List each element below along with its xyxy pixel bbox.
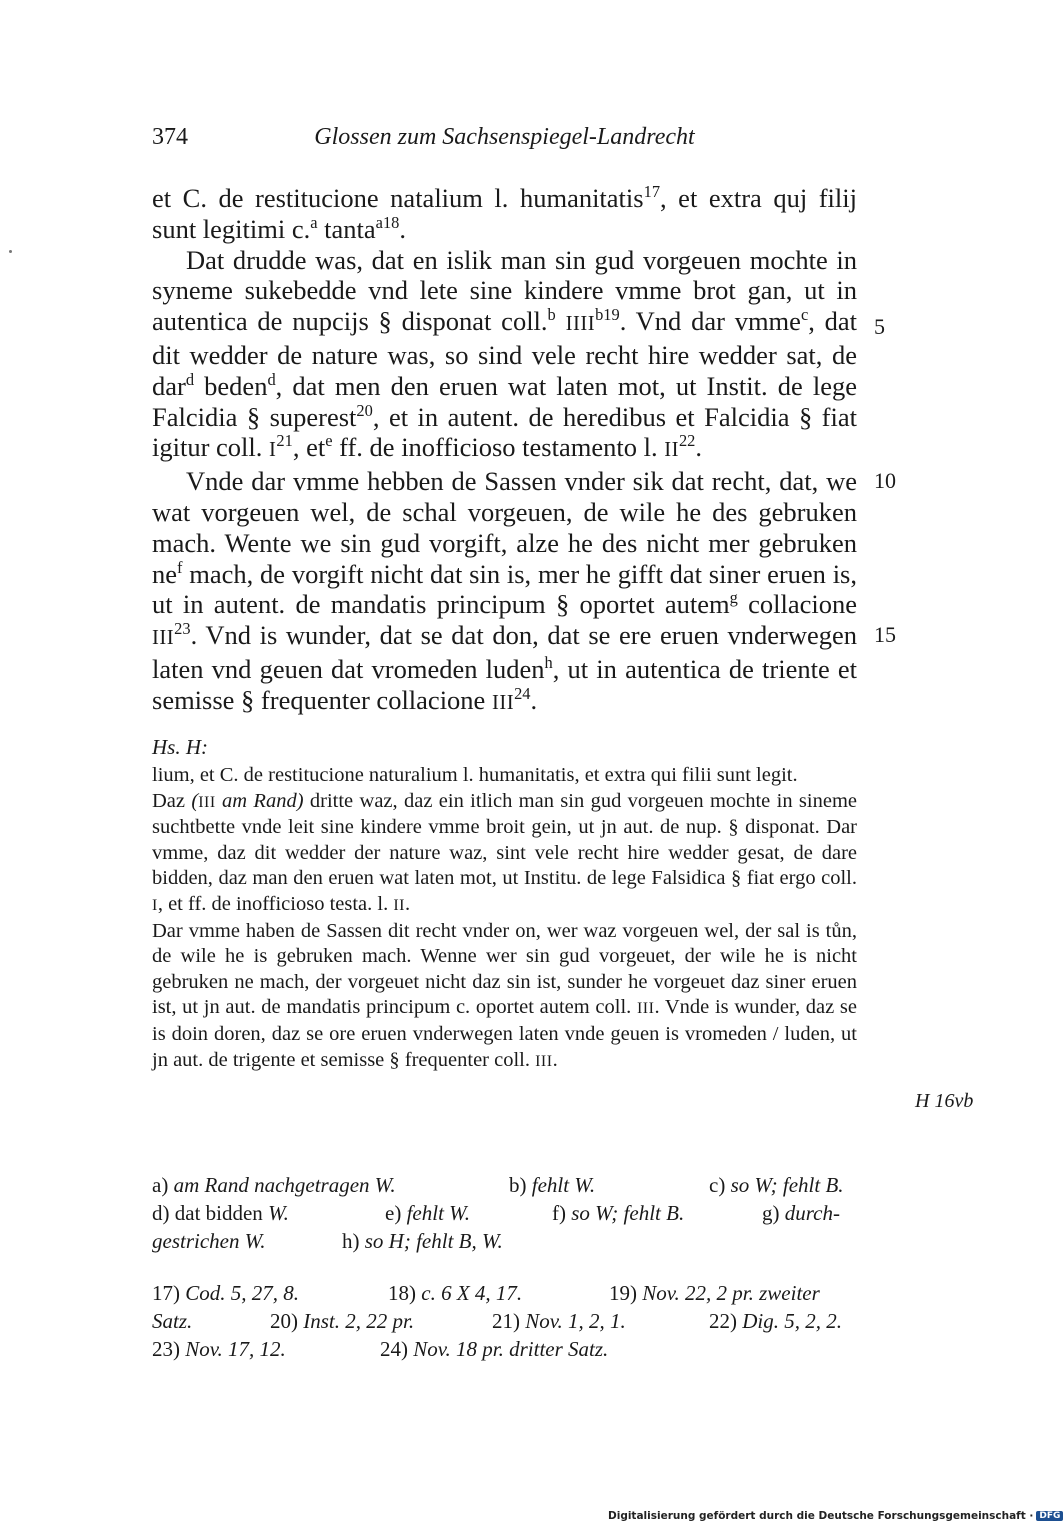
source-note-23 xyxy=(152,1335,286,1363)
note-letter: f) xyxy=(552,1201,566,1225)
source-note-24 xyxy=(380,1335,608,1363)
apparatus-entry-d xyxy=(152,1199,289,1227)
source-note-22 xyxy=(709,1307,842,1335)
paragraph-3: Vnde dar vmme hebben de Sassen vnder sik dat recht, dat, we wat vorgeuen wel, de schal vorgeuen, de wile he des gebruken mach. Wente we sin gud vorgift, alze he des nicht mer gebruken $ne^f$ mach, de vorgift nicht dat sin is, mer he gifft dat siner eruen is, ut in autent. de mandatis principum § oportet autem$^g$ collacione III$^{23}$. Vnd is wunder, dat se dat don, dat se ere eruen vnderwegen laten vnd geuen dat vromeden luden$^h$, ut in autentica de triente et semisse § frequenter collacione III$^{24}$. xyxy=(152,466,858,715)
source-note-21 xyxy=(492,1307,626,1335)
note-text: c. 6 X 4, 17. xyxy=(421,1281,523,1305)
note-text: Cod. 5, 27, 8. xyxy=(185,1281,300,1305)
note-siglum: W. xyxy=(268,1201,289,1225)
note-text: Satz. xyxy=(152,1309,193,1333)
note-text: so W; fehlt B. xyxy=(571,1201,685,1225)
note-letter: g) xyxy=(762,1201,780,1225)
source-note-17 xyxy=(152,1279,299,1307)
note-text: fehlt W. xyxy=(406,1201,470,1225)
note-number: 19) xyxy=(609,1281,637,1305)
note-text: Nov. 17, 12. xyxy=(185,1337,286,1361)
note-letter: h) xyxy=(342,1229,360,1253)
line-number-15: 15 xyxy=(874,622,896,647)
manuscript-h-text xyxy=(152,763,857,1074)
apparatus-entry-f xyxy=(552,1199,684,1227)
apparatus-row xyxy=(152,1227,857,1255)
source-note-18 xyxy=(388,1279,522,1307)
line-number-10: 10 xyxy=(874,468,896,493)
line-number-5: 5 xyxy=(874,314,885,339)
source-row xyxy=(152,1335,857,1363)
source-row xyxy=(152,1307,857,1335)
apparatus-entry-b xyxy=(509,1171,595,1199)
footer-text: Digitalisierung gefördert durch die Deutsche Forschungsgemeinschaft · xyxy=(608,1510,1034,1522)
digitization-footer xyxy=(608,1510,1063,1522)
source-note-20 xyxy=(270,1307,414,1335)
source-note-19 xyxy=(609,1279,820,1307)
apparatus-entry-g-cont xyxy=(152,1227,266,1255)
page-number: 374 xyxy=(152,124,188,150)
apparatus-row xyxy=(152,1199,857,1227)
note-number: 23) xyxy=(152,1337,180,1361)
critical-apparatus xyxy=(152,1171,857,1255)
note-text: Inst. 2, 22 pr. xyxy=(303,1309,415,1333)
apparatus-entry-e xyxy=(385,1199,470,1227)
apparatus-entry-h xyxy=(342,1227,503,1255)
note-text: so H; fehlt B, W. xyxy=(364,1229,503,1253)
note-text: dat bidden xyxy=(174,1201,263,1225)
note-number: 17) xyxy=(152,1281,180,1305)
note-text: am Rand nachgetragen W. xyxy=(173,1173,396,1197)
note-text: Nov. 18 pr. dritter Satz. xyxy=(413,1337,609,1361)
manuscript-label: Hs. H: xyxy=(152,735,208,759)
note-number: 18) xyxy=(388,1281,416,1305)
hs-paragraph-3: Dar vmme haben de Sassen dit recht vnder on, wer waz vorgeuen wel, der sal is tůn, de wile he is gebruken mach. Wenne wer sin gud vorgeuet, der wile he is nicht gebruken ne mach, der vorgeuet nicht daz sin ist, sunder he vorgeuet daz siner eruen ist, ut jn aut. de mandatis principum c. oportet autem coll. III. Vnde is wunder, daz se is doin doren, daz se ore eruen vnderwegen laten vnde geuen is vromeden / luden, ut jn aut. de trigente et semisse § frequenter coll. III. xyxy=(152,919,857,1071)
apparatus-entry-g xyxy=(762,1199,840,1227)
scan-speck xyxy=(9,250,12,253)
hs-paragraph-1: lium, et C. de restitucione naturalium l. humanitatis, et extra qui filii sunt legit. xyxy=(152,764,798,786)
note-letter: e) xyxy=(385,1201,402,1225)
running-title: Glossen zum Sachsenspiegel-Landrecht xyxy=(314,124,695,150)
margin-folio-note: H 16vb xyxy=(915,1090,974,1112)
source-row xyxy=(152,1279,857,1307)
note-number: 22) xyxy=(709,1309,737,1333)
note-text: Nov. 22, 2 pr. zweiter xyxy=(642,1281,820,1305)
note-text: Nov. 1, 2, 1. xyxy=(525,1309,626,1333)
note-text: so W; fehlt B. xyxy=(730,1173,844,1197)
note-number: 24) xyxy=(380,1337,408,1361)
note-text: fehlt W. xyxy=(531,1173,596,1197)
apparatus-entry-c xyxy=(709,1171,844,1199)
note-text: Dig. 5, 2, 2. xyxy=(742,1309,842,1333)
hs-paragraph-2: Daz (III am Rand) dritte waz, daz ein itlich man sin gud vorgeuen mochte in sineme suchtbette vnde leit sine kindere vmme broit gein, ut jn aut. de nup. § disponat. Dar vmme, daz dit wedder der nature waz, sint vele recht hire wedder gesat, de dare bidden, daz man den eruen wat laten mot, ut Institu. de lege Falsidica § fiat ergo coll. I, et ff. de inofficioso testa. l. II. xyxy=(152,789,857,915)
note-letter: c) xyxy=(709,1173,726,1197)
note-letter: b) xyxy=(509,1173,527,1197)
paragraph-2: Dat drudde was, dat en islik man sin gud vorgeuen mochte in syneme sukebedde vnd lete sine kindere vmme brot gan, ut in autentica de nupcijs § disponat coll.$^b$ $IIII^{b19}$. Vnd dar vmme$^c$, dat dit wedder de nature was, so sind vele recht hire wedder sat, de dar$^d$ beden$^d$, dat men den eruen wat laten mot, ut Instit. de lege Falcidia § superest$^{20}$, et in autent. de heredibus et Falcidia § fiat igitur coll. $I^{21}$, $et^e$ ff. de inofficioso testamento l. II$^{22}$. xyxy=(152,244,858,463)
note-number: 21) xyxy=(492,1309,520,1333)
note-letter: d) xyxy=(152,1201,170,1225)
main-text xyxy=(152,183,857,719)
note-text: durch- xyxy=(784,1201,840,1225)
source-notes xyxy=(152,1279,857,1363)
dfg-logo: DFG xyxy=(1036,1511,1063,1521)
note-number: 20) xyxy=(270,1309,298,1333)
paragraph-1: et C. de restitucione natalium l. humanitatis$^{17}$, et extra quj filij sunt legitimi c.$^a$ tanta$^{a18}$. xyxy=(152,182,857,244)
page-header xyxy=(152,124,857,158)
note-text: gestrichen W. xyxy=(152,1229,266,1253)
note-letter: a) xyxy=(152,1173,169,1197)
source-note-19-cont xyxy=(152,1307,192,1335)
apparatus-row xyxy=(152,1171,857,1199)
apparatus-entry-a xyxy=(152,1171,396,1199)
